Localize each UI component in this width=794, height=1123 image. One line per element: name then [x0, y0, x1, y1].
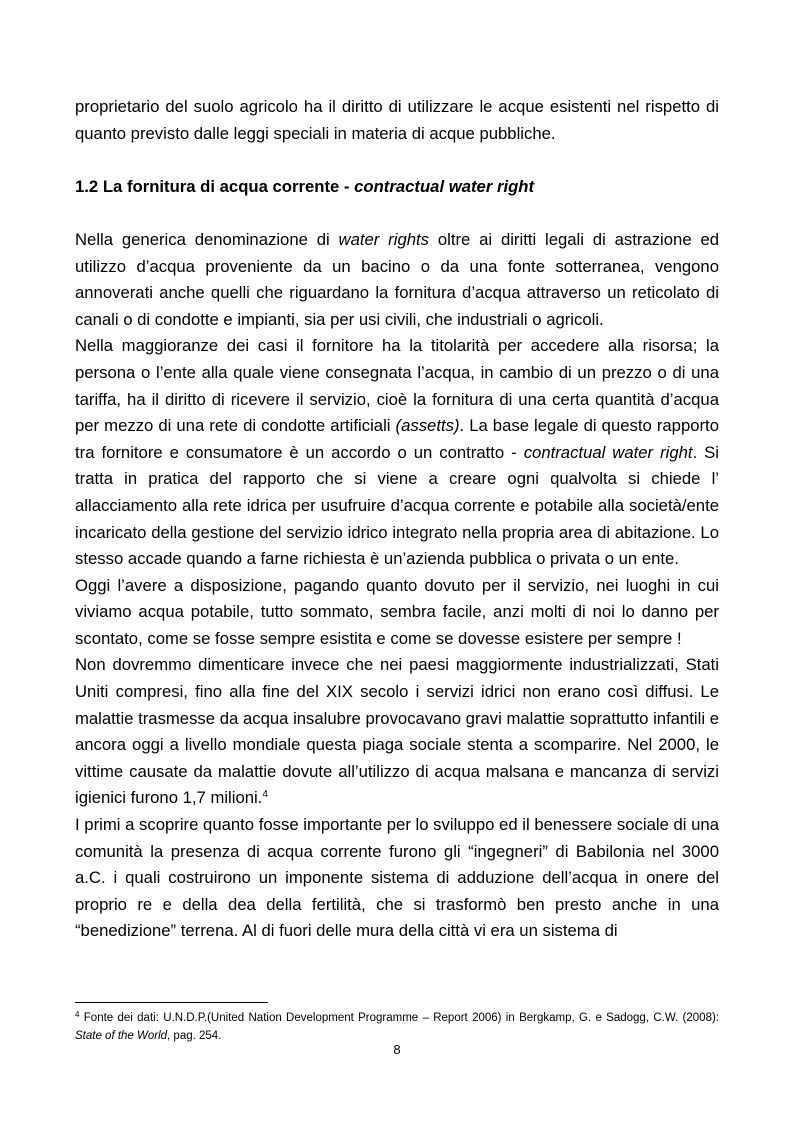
page-number: 8 [393, 1042, 401, 1057]
paragraph-2 [75, 333, 719, 572]
paragraph-5: I primi a scoprire quanto fosse importante per lo sviluppo ed il benessere sociale di una comunità la presenza di acqua corrente furono gli “ingegneri” di Babilonia nel 3000 a.C. i quali costruirono un imponente sistema di adduzione dell’acqua in onere del proprio re e della dea della fertilità, che si trasformò ben presto anche in una “benedizione” terrena. Al di fuori delle mura della città vi era un sistema di [75, 815, 719, 941]
section-separator: - [339, 176, 355, 196]
paragraph-1-text-b: oltre ai diritti legali di astrazione ed utilizzo d’acqua proveniente da un bacino o da una fonte sotterranea, vengono annoverati anche quelli che riguardano la fornitura d’acqua attraverso un reticolato di canali o di condotte e impianti, sia per usi civili, che industriali o agricoli. [75, 229, 720, 329]
body-text [75, 94, 719, 945]
paragraph-1 [75, 227, 719, 333]
paragraph-1-text-a: Nella generica denominazione di [75, 229, 339, 249]
section-heading [75, 174, 719, 201]
water-rights-term: water rights [338, 229, 429, 249]
assets-term: (assetts) [395, 416, 460, 436]
paragraph-3: Oggi l’avere a disposizione, pagando quanto dovuto per il servizio, nei luoghi in cui viviamo acqua potabile, tutto sommato, sembra facile, anzi molti di noi lo danno per scontato, come se fosse sempre esistita e come se dovesse esistere per sempre ! [75, 575, 719, 648]
footnote [75, 1009, 719, 1045]
footnote-text-b: , pag. 254. [167, 1030, 222, 1042]
footnote-marker: 4 [75, 1010, 80, 1019]
paragraph-4 [75, 652, 719, 812]
paragraph-2-text-c: . Si tratta in pratica del rapporto che si viene a creare ogni qualvolta si chiede l’ allacciamento alla rete idrica per usufruire d’acqua corrente e potabile alla società/ente incaricato della gestione del servizio idrico integrato nella propria area di abitazione. Lo stesso accade quando a farne richiesta è un’azienda pubblica o privata o un ente. [75, 442, 720, 569]
section-subtitle: contractual water right [354, 176, 535, 196]
section-title: 1.2 La fornitura di acqua corrente [75, 176, 340, 196]
paragraph-4-text: Non dovremmo dimenticare invece che nei paesi maggiormente industrializzati, Stati Uniti compresi, fino alla fine del XIX secolo i servizi idrici non erano così diffusi. Le malattie trasmesse da acqua insalubre provocavano gravi malattie soprattutto infantili e ancora oggi a livello mondiale questa piaga sociale stenta a scomparire. Nel 2000, le vittime causate da malattie dovute all’utilizzo di acqua malsana e mancanza di servizi igienici furono 1,7 milioni. [75, 655, 719, 808]
footnote-text-a: Fonte dei dati: U.N.D.P.(United Nation Development Programme – Report 2006) in Bergkamp, G. e Sadogg, C.W. (2008): [79, 1012, 719, 1024]
paragraph-2-text-b: . La base legale di questo rapporto tra fornitore e consumatore è un accordo o un contratto - [75, 416, 719, 462]
footnote-book-title: State of the World [75, 1030, 168, 1042]
paragraph-2-text-a: Nella maggioranze dei casi il fornitore ha la titolarità per accedere alla risorsa; la persona o l’ente alla quale viene consegnata l’acqua, in cambio di un prezzo o di una tariffa, ha il diritto di ricevere il servizio, cioè la fornitura di una certa quantità d’acqua per mezzo di una rete di condotte artificiali [75, 336, 719, 436]
intro-paragraph: proprietario del suolo agricolo ha il diritto di utilizzare le acque esistenti nel rispetto di quanto previsto dalle leggi speciali in materia di acque pubbliche. [75, 97, 719, 143]
contractual-water-right-term: contractual water right [523, 442, 693, 462]
footnote-reference[interactable]: 4 [262, 789, 268, 801]
footnote-divider [75, 1002, 268, 1003]
